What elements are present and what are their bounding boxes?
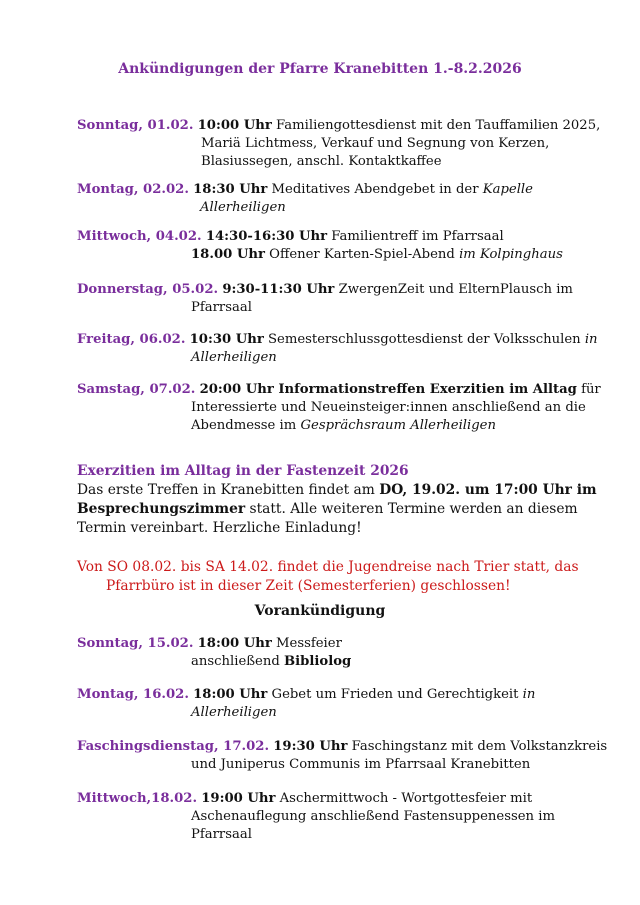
event-day: Sonntag, 15.02. xyxy=(77,636,194,651)
event-day: Samstag, 07.02. xyxy=(77,382,196,397)
exerzitien-text-2: statt. Alle weiteren Termine werden an diesem xyxy=(249,501,578,517)
exerzitien-date: DO, 19.02. um 17:00 Uhr im xyxy=(379,482,597,498)
notice-line2: Pfarrbüro ist in dieser Zeit (Semesterferien) geschlossen! xyxy=(106,578,511,594)
event-time: 9:30-11:30 Uhr xyxy=(222,282,335,297)
event-time: 19:30 Uhr xyxy=(273,739,348,754)
event-time: 20:00 Uhr Informationstreffen Exerzitien im Alltag xyxy=(199,382,577,397)
event-text: für xyxy=(581,382,601,397)
event-day: Donnerstag, 05.02. xyxy=(77,282,219,297)
event-text: Faschingstanz mit dem Volkstanzkreis xyxy=(351,739,608,754)
event-day: Montag, 16.02. xyxy=(77,687,189,702)
event-wednesday-0402 xyxy=(77,228,563,264)
event-text-line2: Pfarrsaal xyxy=(191,300,252,315)
event-monday-0202 xyxy=(77,181,533,217)
notice-line1: Von SO 08.02. bis SA 14.02. findet die Jugendreise nach Trier statt, das xyxy=(77,559,579,575)
event-text-line2: Allerheiligen xyxy=(191,350,277,365)
event-text: Familientreff im Pfarrsaal xyxy=(331,229,504,244)
event-text-line2: Aschenauflegung anschließend Fastensuppenessen im xyxy=(191,809,555,824)
exerzitien-section xyxy=(77,462,597,538)
event-friday-0602 xyxy=(77,331,598,367)
event-time: 18:00 Uhr xyxy=(193,687,268,702)
event-text: Familiengottesdienst mit den Tauffamilien 2025, xyxy=(276,118,601,133)
event-highlight: Bibliolog xyxy=(284,654,352,669)
event-text: Gebet um Frieden und Gerechtigkeit xyxy=(271,687,519,702)
preview-wednesday-1802 xyxy=(77,790,555,844)
event-text: Meditatives Abendgebet in der xyxy=(271,182,479,197)
exerzitien-text-3: Termin vereinbart. Herzliche Einladung! xyxy=(77,520,362,536)
event-time: 10:00 Uhr xyxy=(197,118,272,133)
event-day: Faschingsdienstag, 17.02. xyxy=(77,739,270,754)
event-time: 18:00 Uhr xyxy=(197,636,272,651)
event-text-line2: Allerheiligen xyxy=(191,705,277,720)
event-text-line2: Mariä Lichtmess, Verkauf und Segnung von Kerzen, xyxy=(201,136,550,151)
preview-tuesday-1702 xyxy=(77,738,607,774)
event-text: ZwergenZeit und ElternPlausch im xyxy=(338,282,573,297)
event-day: Mittwoch, 04.02. xyxy=(77,229,202,244)
event-thursday-0502 xyxy=(77,281,573,317)
preview-monday-1602 xyxy=(77,686,535,722)
event-time: 19:00 Uhr xyxy=(201,791,276,806)
page-title: Ankündigungen der Pfarre Kranebitten 1.-8.2.2026 xyxy=(118,61,522,77)
preview-title: Vorankündigung xyxy=(254,603,386,619)
preview-sunday-1502 xyxy=(77,635,351,671)
event-text: Messfeier xyxy=(276,636,342,651)
event-time: 18:30 Uhr xyxy=(193,182,268,197)
event-location: in xyxy=(522,687,536,702)
event-text-line2: anschließend xyxy=(191,654,280,669)
event-location-2: im Kolpinghaus xyxy=(459,247,563,262)
event-saturday-0702 xyxy=(77,381,601,435)
event-text-line2: Interessierte und Neueinsteiger:innen anschließend an die xyxy=(191,400,586,415)
event-day: Sonntag, 01.02. xyxy=(77,118,194,133)
exerzitien-room: Besprechungszimmer xyxy=(77,501,246,517)
event-text: Aschermittwoch - Wortgottesfeier mit xyxy=(279,791,533,806)
event-time: 10:30 Uhr xyxy=(189,332,264,347)
event-text-line3: Blasiussegen, anschl. Kontaktkaffee xyxy=(201,154,442,169)
event-text-line3: Abendmesse im xyxy=(191,418,297,433)
event-day: Montag, 02.02. xyxy=(77,182,189,197)
closure-notice xyxy=(77,558,579,596)
event-text-2: Offener Karten-Spiel-Abend xyxy=(269,247,455,262)
event-location: Gesprächsraum Allerheiligen xyxy=(300,418,496,433)
event-sunday-0102 xyxy=(77,117,600,171)
event-text-line2: Allerheiligen xyxy=(200,200,286,215)
event-time-2: 18.00 Uhr xyxy=(191,247,265,262)
event-location: in xyxy=(584,332,598,347)
event-day: Mittwoch,18.02. xyxy=(77,791,198,806)
exerzitien-text: Das erste Treffen in Kranebitten findet am xyxy=(77,482,375,498)
event-time: 14:30-16:30 Uhr xyxy=(205,229,328,244)
event-location: Kapelle xyxy=(482,182,533,197)
section-heading: Exerzitien im Alltag in der Fastenzeit 2026 xyxy=(77,463,409,479)
event-text-line3: Pfarrsaal xyxy=(191,827,252,842)
event-text-line2: und Juniperus Communis im Pfarrsaal Kranebitten xyxy=(191,757,531,772)
event-day: Freitag, 06.02. xyxy=(77,332,186,347)
event-text: Semesterschlussgottesdienst der Volksschulen xyxy=(268,332,581,347)
